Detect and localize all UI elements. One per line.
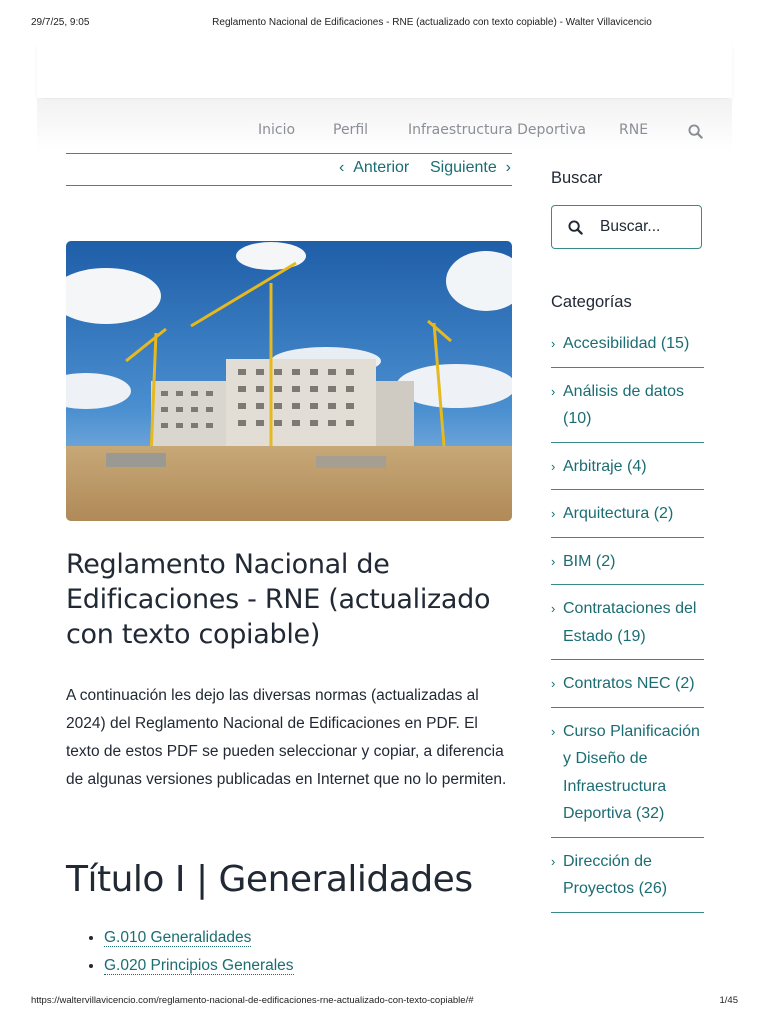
- document-link-g020[interactable]: G.020 Principios Generales: [104, 957, 294, 974]
- category-item: [551, 838, 704, 913]
- next-post-label[interactable]: Siguiente: [430, 159, 497, 176]
- hero-construction-image: [66, 241, 512, 521]
- chevron-right-icon: ›: [551, 601, 556, 616]
- category-item: [551, 708, 704, 838]
- category-list: [551, 325, 704, 913]
- category-link-accesibilidad[interactable]: Accesibilidad (15): [563, 335, 690, 352]
- chevron-right-icon: ›: [551, 676, 556, 691]
- next-post-link[interactable]: [430, 159, 511, 177]
- category-link-analisis-de-datos[interactable]: Análisis de datos (10): [563, 382, 684, 427]
- category-item: [551, 660, 704, 708]
- category-link-contratos-nec[interactable]: Contratos NEC (2): [563, 675, 695, 692]
- post-intro: A continuación les dejo las diversas normas (actualizadas al 2024) del Reglamento Nacional de Edificaciones en PDF. El texto de estos PDF se pueden seleccionar y copiar, a diferencia de algunas versiones publicadas en Internet que no lo permiten.: [66, 687, 507, 788]
- search-icon[interactable]: [688, 124, 703, 144]
- chevron-left-icon: ‹: [339, 159, 345, 176]
- chevron-right-icon: ›: [551, 853, 556, 869]
- category-link-curso-infraestructura-deportiva[interactable]: Curso Planificación y Diseño de Infraestructura Deportiva (32): [563, 722, 700, 822]
- nav-item-inicio[interactable]: Inicio: [258, 122, 296, 138]
- nav-item-perfil[interactable]: Perfil: [333, 122, 369, 138]
- post-nav-divider-top: [66, 153, 512, 154]
- chevron-right-icon: ›: [551, 458, 556, 474]
- sidebar-search-box: [551, 205, 702, 249]
- chevron-right-icon: ›: [505, 159, 511, 176]
- category-link-arbitraje[interactable]: Arbitraje (4): [563, 457, 647, 475]
- chevron-right-icon: ›: [551, 506, 556, 521]
- document-link-g010[interactable]: G.010 Generalidades: [104, 929, 252, 946]
- category-item: [551, 490, 704, 538]
- category-link-contrataciones-del-estado[interactable]: Contrataciones del Estado (19): [563, 600, 697, 645]
- list-item: [104, 924, 294, 952]
- category-item: [551, 325, 704, 368]
- section-title: Título I | Generalidades: [66, 859, 473, 900]
- category-item: [551, 585, 704, 660]
- print-datetime: 29/7/25, 9:05: [31, 17, 90, 28]
- prev-post-link[interactable]: [339, 159, 409, 177]
- nav-item-rne[interactable]: RNE: [619, 122, 649, 138]
- document-list: [86, 924, 294, 980]
- print-url: https://waltervillavicencio.com/reglamento-nacional-de-edificaciones-rne-actualizado-con-texto-copiable/#: [31, 995, 474, 1006]
- print-header: [0, 17, 768, 31]
- site-header: [37, 40, 732, 98]
- category-link-arquitectura[interactable]: Arquitectura (2): [563, 505, 674, 522]
- print-page-number: 1/45: [719, 995, 738, 1006]
- category-link-bim[interactable]: BIM (2): [563, 552, 616, 570]
- category-item: [551, 368, 704, 443]
- post-title: Reglamento Nacional de Edificaciones - RNE (actualizado con texto copiable): [66, 549, 491, 650]
- sidebar-categories-heading: Categorías: [551, 293, 632, 311]
- sidebar-search-heading: Buscar: [551, 169, 603, 187]
- search-icon[interactable]: [568, 220, 583, 240]
- category-item: [551, 443, 704, 491]
- chevron-right-icon: ›: [551, 336, 556, 351]
- category-item: [551, 538, 704, 586]
- prev-post-label[interactable]: Anterior: [353, 159, 410, 176]
- list-item: [104, 952, 294, 980]
- category-link-direccion-de-proyectos[interactable]: Dirección de Proyectos (26): [563, 852, 668, 897]
- chevron-right-icon: ›: [551, 553, 556, 569]
- print-page-title: Reglamento Nacional de Edificaciones - RNE (actualizado con texto copiable) - Walter Villavicencio: [212, 17, 652, 28]
- nav-item-infraestructura-deportiva[interactable]: Infraestructura Deportiva: [408, 122, 586, 138]
- chevron-right-icon: ›: [551, 723, 556, 739]
- post-nav-divider-bottom: [66, 185, 512, 186]
- chevron-right-icon: ›: [551, 383, 556, 399]
- search-input[interactable]: [600, 216, 696, 238]
